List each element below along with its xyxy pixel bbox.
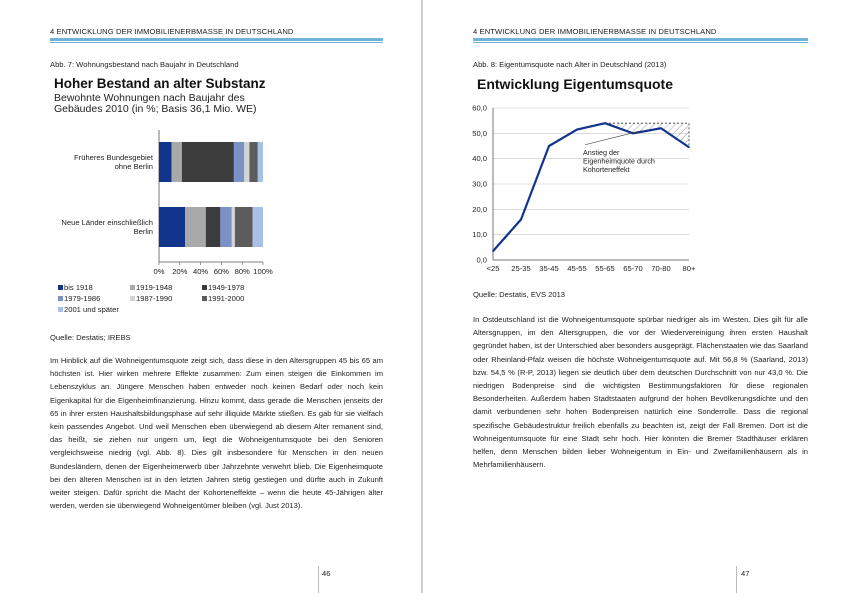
chart-title: Entwicklung Eigentumsquote	[477, 76, 674, 92]
x-tick-label: 0%	[153, 267, 165, 276]
bar-segment	[159, 142, 171, 182]
bar-segment	[234, 142, 244, 182]
data-point	[604, 122, 606, 124]
x-tick-label: 25-35	[511, 264, 531, 273]
running-header: 4 ENTWICKLUNG DER IMMOBILIENERBMASSE IN DEUTSCHLAND	[473, 27, 717, 36]
bar-segment	[171, 142, 181, 182]
data-point	[492, 250, 494, 252]
line-chart	[461, 98, 701, 278]
figure-caption: Abb. 8: Eigentumsquote nach Alter in Deutschland (2013)	[473, 60, 667, 69]
page-number: 47	[741, 569, 750, 578]
category-label: ohne Berlin	[114, 162, 153, 171]
y-tick-label: 40,0	[472, 154, 487, 164]
page-number-rule	[318, 566, 319, 593]
body-paragraph: Im Hinblick auf die Wohneigentumsquote zeigt sich, dass diese in den Altersgruppen 45 bis 65 am höchsten ist. Hier wirken mehrere Effekte zusammen: Zum einen steigen die Einkommen im Lebenszyklus an. Jüngere Menschen haben entweder noch keinen Bedarf oder noch kein Eigenkapital für die Eigenheimfinanzierung. Hinzu kommt, dass gerade die Menschen jenseits der 65 in ihrer ersten Haushaltsbildungsphase auf sehr illiquide Märkte stießen. Es gab für sie vielfach kein passendes Angebot. Und weil Menschen eben überwiegend ab diesem Alter remanent sind, das heißt, sie ziehen nur ungern um, liegt die Wohneigentumsquote bei den Senioren vergleichsweise niedrig (vgl. Abb. 8). Dies gilt insbesondere für Menschen in den neuen Bundesländern, denen der Eigenheimerwerb über Jahrzehnte verwehrt blieb. Die Eigenheimquote bei den älteren Menschen ist in den letzten Jahren stetig gestiegen und dürfte auch in Zukunft weiter steigen. Dafür spricht die Macht der Kohorteneffekte – wenn die heute 45-Jährigen älter werden, werden sie überwiegend Wohneigentümer bleiben (vgl. Just 2013).	[50, 356, 383, 511]
page-number: 46	[322, 569, 331, 578]
annotation-leader	[585, 131, 641, 145]
figure-caption: Abb. 7: Wohnungsbestand nach Baujahr in Deutschland	[50, 60, 239, 69]
chart-subtitle-line-1: Bewohnte Wohnungen nach Baujahr des	[54, 92, 245, 104]
legend-swatch	[58, 307, 63, 312]
series-line	[493, 123, 689, 251]
category-label: Früheres Bundesgebiet	[74, 153, 153, 162]
category-label: Neue Länder einschließlich	[61, 218, 153, 227]
x-tick-label: 65-70	[623, 264, 643, 273]
bar-segment	[206, 207, 221, 247]
legend-swatch	[202, 285, 207, 290]
x-tick-label: 35-45	[539, 264, 559, 273]
y-tick-label: 60,0	[472, 103, 487, 113]
bar-segment	[185, 207, 206, 247]
data-point	[576, 129, 578, 131]
chart-title: Hoher Bestand an alter Substanz	[54, 76, 266, 91]
bar-segment	[232, 207, 235, 247]
x-tick-label: 80%	[234, 267, 250, 276]
x-tick-label: 80+	[682, 264, 696, 273]
x-tick-label: 100%	[253, 267, 273, 276]
legend-swatch	[202, 296, 207, 301]
y-tick-label: 0,0	[476, 255, 487, 265]
data-point	[548, 145, 550, 147]
y-tick-label: 30,0	[472, 179, 487, 189]
legend-swatch	[130, 296, 135, 301]
right-page	[423, 0, 843, 593]
annotation-text: Anstieg der	[583, 147, 620, 157]
bar-segment	[244, 142, 249, 182]
legend-swatch	[130, 285, 135, 290]
chart-source: Quelle: Destatis; IREBS	[50, 333, 131, 342]
y-tick-label: 50,0	[472, 128, 487, 138]
data-point	[688, 146, 690, 148]
bar-segment	[182, 142, 234, 182]
legend-swatch	[58, 285, 63, 290]
annotation-text: Eigenheimquote durch	[583, 156, 655, 166]
x-tick-label: 60%	[213, 267, 230, 276]
left-page	[0, 0, 421, 593]
legend-label: 1987-1990	[136, 294, 173, 303]
chart-source: Quelle: Destatis, EVS 2013	[473, 290, 566, 299]
data-point	[520, 219, 522, 221]
bar-segment	[235, 207, 253, 247]
header-rule-thin	[473, 42, 808, 43]
legend-label: 1919-1948	[136, 283, 173, 292]
page-number-rule	[736, 566, 737, 593]
legend-label: bis 1918	[64, 283, 93, 292]
running-header: 4 ENTWICKLUNG DER IMMOBILIENERBMASSE IN DEUTSCHLAND	[50, 27, 294, 36]
header-rule	[473, 38, 808, 41]
y-tick-label: 10,0	[472, 230, 487, 240]
category-label: Berlin	[133, 227, 153, 236]
bar-segment	[159, 207, 185, 247]
legend-label: 2001 und später	[64, 305, 119, 314]
x-tick-label: 70-80	[651, 264, 671, 273]
x-tick-label: 20%	[172, 267, 188, 276]
header-rule	[50, 38, 383, 41]
legend-label: 1979-1986	[64, 294, 101, 303]
bar-segment	[249, 142, 257, 182]
x-tick-label: 40%	[192, 267, 209, 276]
x-tick-label: 45-55	[567, 264, 587, 273]
y-tick-label: 20,0	[472, 204, 487, 214]
bar-segment	[253, 207, 263, 247]
stacked-bar-chart	[50, 130, 350, 330]
bar-segment	[258, 142, 263, 182]
x-tick-label: <25	[486, 264, 500, 273]
x-tick-label: 55-65	[595, 264, 615, 273]
body-paragraph: In Ostdeutschland ist die Wohneigentumsquote spürbar niedriger als im Westen. Dies gilt für alle Altersgruppen, im den Altersgruppen, die vor der Wiedervereinigung ihren ersten Haushalt gegründet haben, ist der Unterschied aber besonders ausgeprägt. Flächenstaaten wie das Saarland oder Rheinland-Pfalz weisen die höchste Wohneigentumsquote auf. Mit 56,8 % (Saarland, 2013) bzw. 54,5 % (R-P, 2013) liegen sie deutlich über dem deutschen Durchschnitt von nur 43,0 %. Die niedrigen Bodenpreise sind die wichtigsten Bestimmungsfaktoren für diese regionalen Besonderheiten. Außerdem haben Stadtstaaten aufgrund der hohen Bevölkerungsdichte und den damit verbundenen sehr hohen Bodenpreisen natürlich eine Sonderrolle. Dass die regional spezifische Gebäudestruktur freilich ebenfalls zu beachten ist, zeigt der Fall Bremen. Dort ist die Wohneigentumsquote für eine Stadt sehr hoch. Hier könnten die Bremer Stadthäuser erklären helfen, denn Menschen bilden lieber Wohneigentum in Ein- und Zweifamilienhäusern als in Mehrfamilienhäusern.	[473, 315, 808, 470]
legend-swatch	[58, 296, 63, 301]
legend-label: 1991-2000	[208, 294, 245, 303]
bar-segment	[220, 207, 231, 247]
header-rule-thin	[50, 42, 383, 43]
chart-subtitle-line-2: Gebäudes 2010 (in %; Basis 36,1 Mio. WE)	[54, 103, 257, 115]
data-point	[660, 127, 662, 129]
annotation-text: Kohorteneffekt	[583, 164, 630, 174]
legend-label: 1949-1978	[208, 283, 245, 292]
